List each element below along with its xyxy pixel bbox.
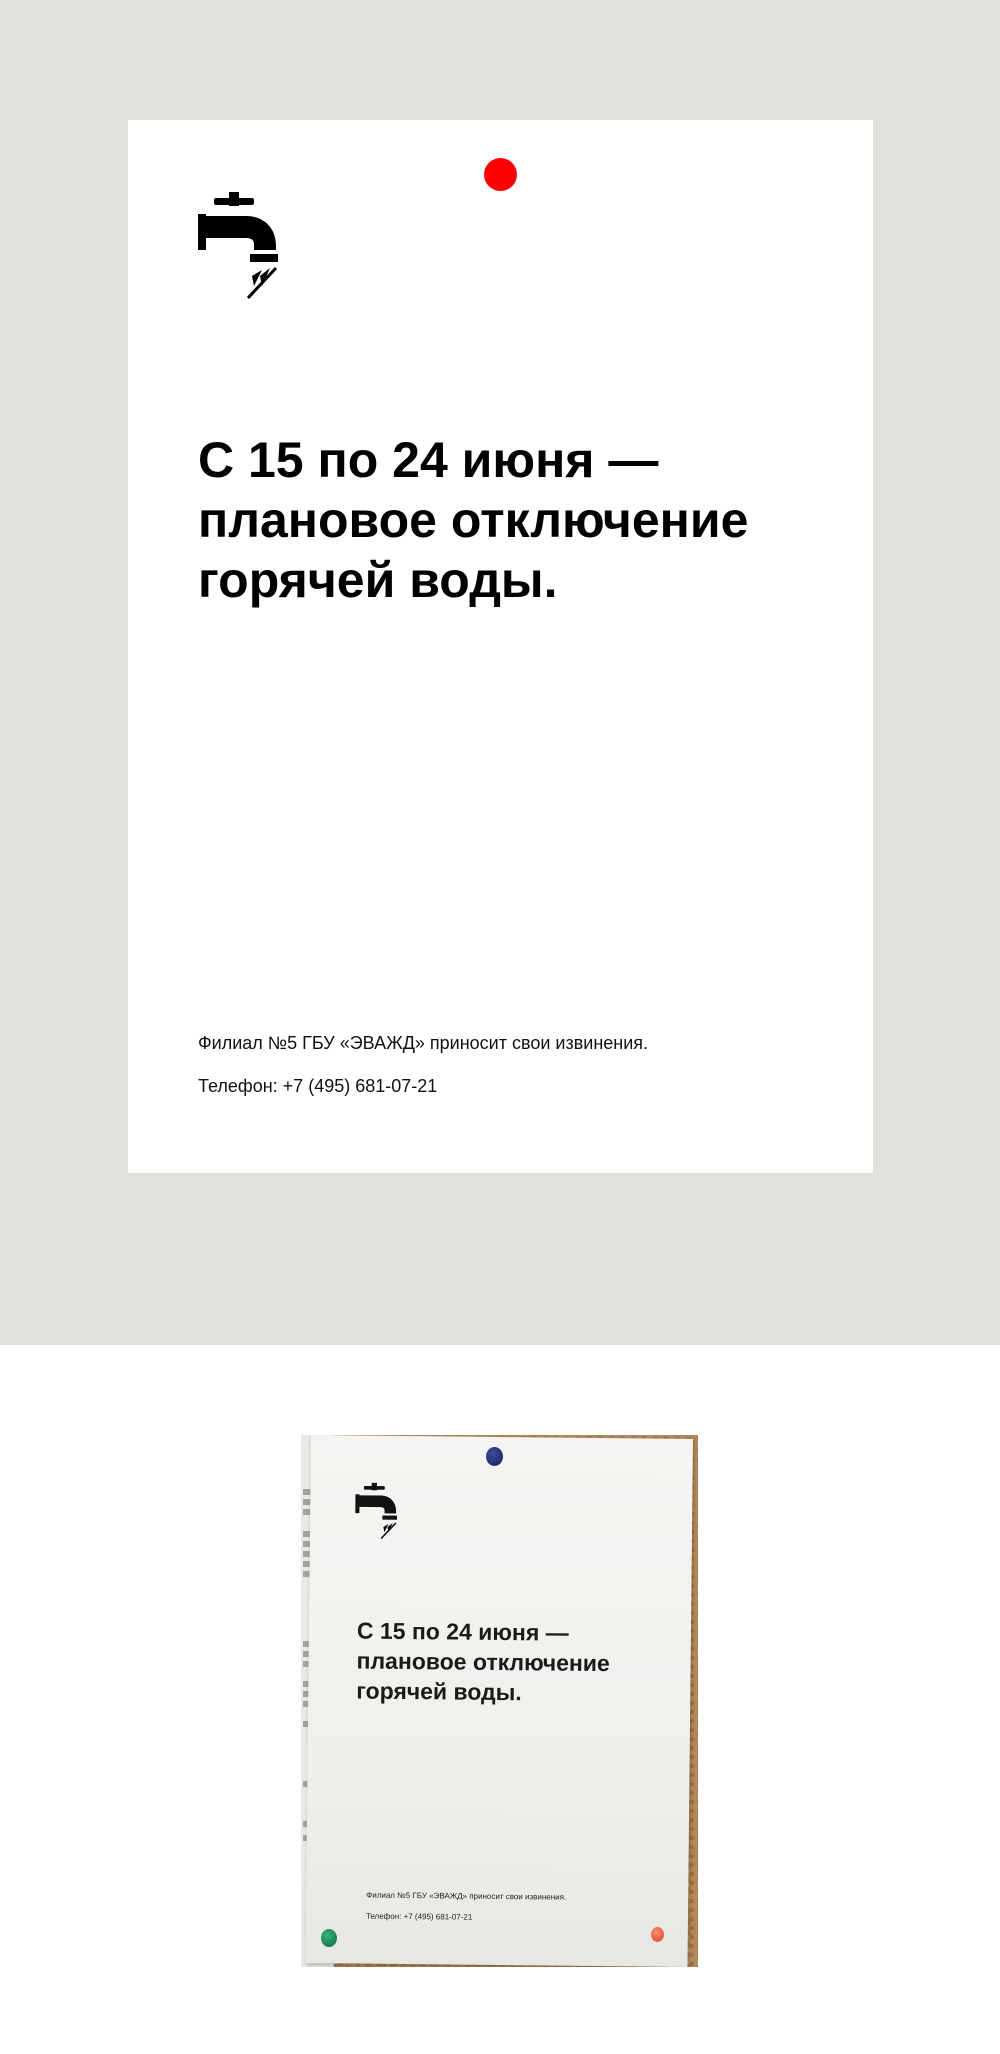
photo-notice-sheet: [305, 1435, 693, 1967]
photo-headline-line-3: горячей воды.: [356, 1677, 522, 1706]
water-tap-icon: [198, 190, 282, 300]
headline-line-2: плановое отключение: [198, 492, 749, 548]
photo-headline: [356, 1615, 610, 1708]
photo-headline-line-1: С 15 по 24 июня —: [356, 1617, 569, 1646]
photo-headline-line-2: плановое отключение: [356, 1647, 610, 1677]
photo-phone-text: Телефон: +7 (495) 681-07-21: [365, 1911, 473, 1922]
green-pushpin: [321, 1929, 337, 1947]
photo-apology-text: Филиал №5 ГБУ «ЭВАЖД» приносит свои извинения.: [366, 1890, 567, 1902]
apology-text: Филиал №5 ГБУ «ЭВАЖД» приносит свои извинения.: [198, 1033, 649, 1053]
red-pushpin: [651, 1927, 664, 1942]
notice-sheet: [128, 120, 873, 1173]
notice-headline: [198, 430, 838, 610]
phone-text: Телефон: +7 (495) 681-07-21: [198, 1076, 438, 1096]
notice-photo: [301, 1435, 698, 1967]
headline-line-3: горячей воды.: [198, 552, 558, 608]
water-tap-icon: [355, 1480, 400, 1540]
red-dot: [484, 158, 517, 191]
blue-pushpin: [486, 1447, 503, 1466]
headline-line-1: С 15 по 24 июня —: [198, 432, 659, 488]
